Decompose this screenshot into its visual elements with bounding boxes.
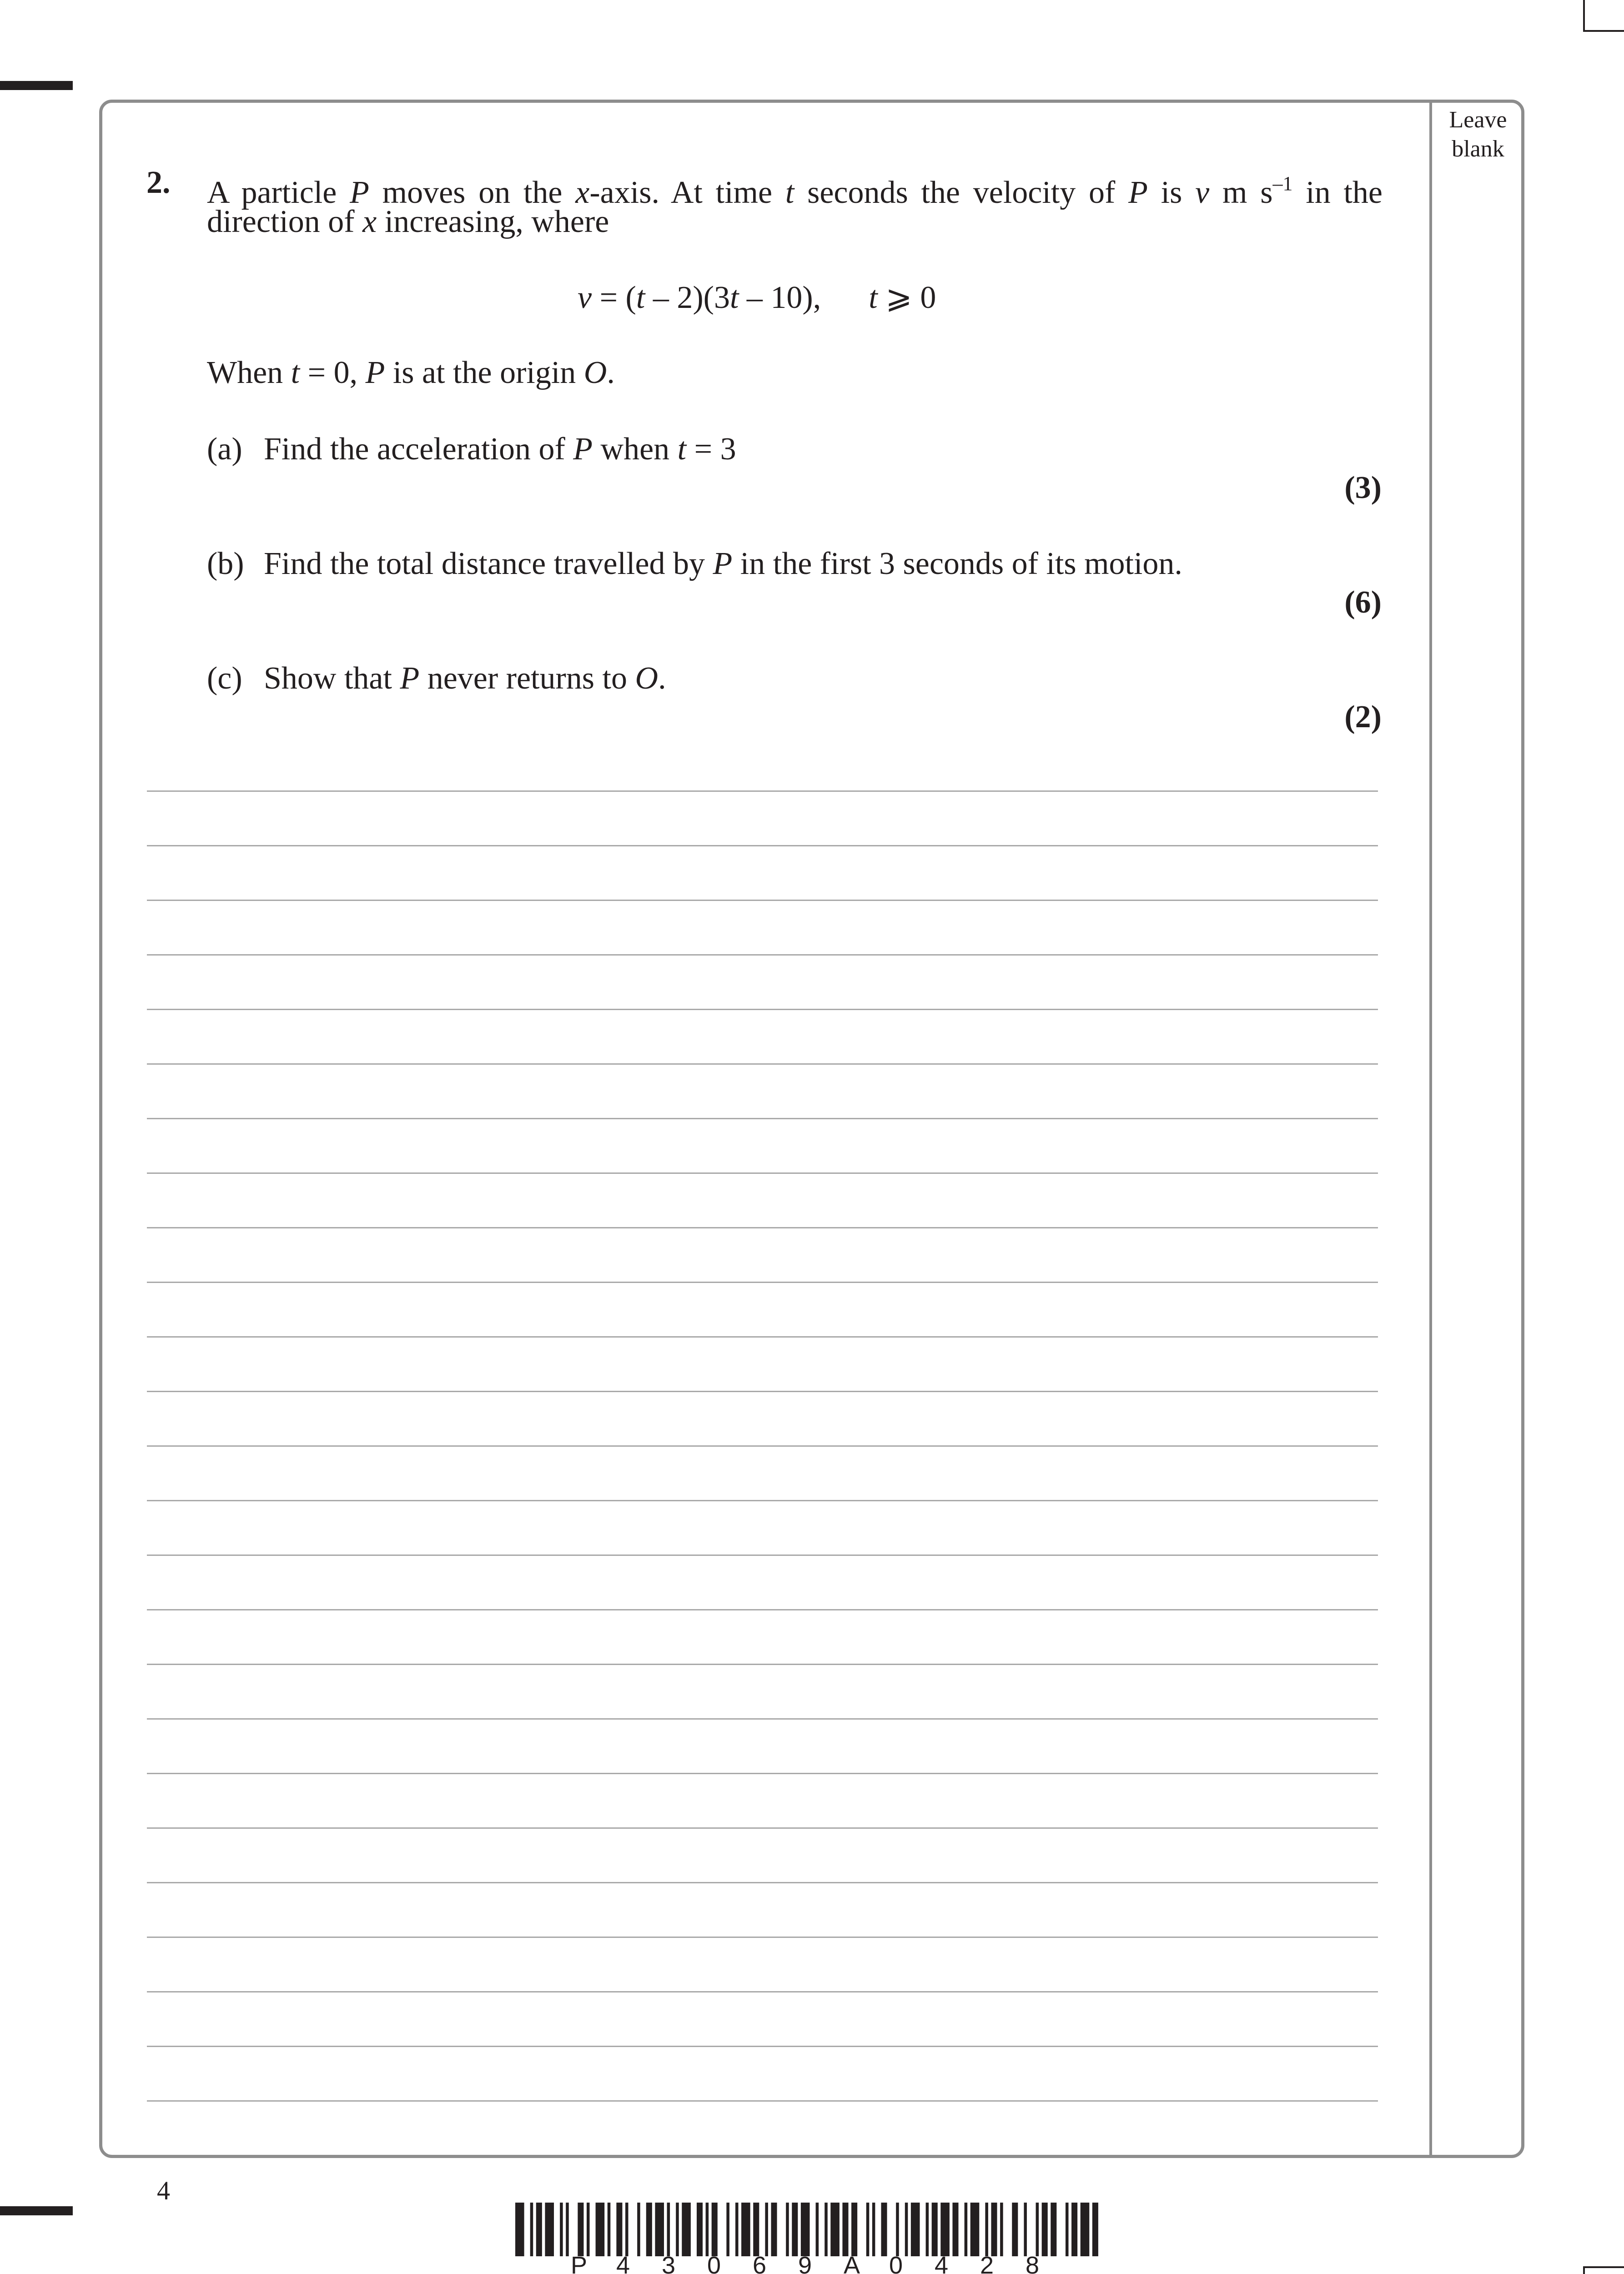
barcode-bar <box>830 2203 840 2256</box>
answer-line[interactable] <box>147 1555 1378 1556</box>
barcode-bar <box>646 2203 652 2256</box>
barcode-bar <box>932 2203 938 2256</box>
barcode-bar <box>1000 2203 1003 2256</box>
barcode-bar <box>926 2203 929 2256</box>
crop-mark <box>1583 0 1585 31</box>
margin-bar <box>0 81 73 90</box>
barcode-bar <box>816 2203 819 2256</box>
barcode-bar <box>1081 2203 1090 2256</box>
answer-line[interactable] <box>147 790 1378 792</box>
part-c-marks: (2) <box>1344 699 1382 735</box>
barcode-bar <box>637 2203 640 2256</box>
answer-line[interactable] <box>147 1718 1378 1720</box>
answer-line[interactable] <box>147 900 1378 901</box>
barcode-bar <box>741 2203 750 2256</box>
barcode-bar <box>676 2203 679 2256</box>
barcode-bar <box>952 2203 958 2256</box>
part-c-label: (c) <box>207 661 242 696</box>
page-number: 4 <box>157 2176 170 2205</box>
answer-line[interactable] <box>147 1991 1378 1992</box>
barcode-bar <box>712 2203 718 2256</box>
barcode-bar <box>625 2203 628 2256</box>
margin-bar <box>0 2206 73 2215</box>
barcode-bar <box>682 2203 691 2256</box>
answer-line[interactable] <box>147 1063 1378 1065</box>
crop-mark <box>1583 2266 1624 2268</box>
barcode-bar <box>872 2203 875 2256</box>
part-a-text: Find the acceleration of P when t = 3 <box>264 432 736 467</box>
leave-blank-label: Leave blank <box>1449 107 1507 162</box>
answer-line[interactable] <box>147 1773 1378 1774</box>
barcode-char: 9 <box>798 2252 812 2274</box>
barcode-bar <box>1066 2203 1069 2256</box>
answer-line[interactable] <box>147 954 1378 956</box>
barcode-bar <box>1092 2203 1098 2256</box>
barcode-bar <box>970 2203 980 2256</box>
part-a-label: (a) <box>207 432 242 467</box>
barcode-bar <box>911 2203 920 2256</box>
part-a-marks: (3) <box>1344 470 1382 505</box>
barcode-bar <box>881 2203 887 2256</box>
barcode-bar <box>896 2203 899 2256</box>
answer-line[interactable] <box>147 1009 1378 1010</box>
barcode-bar <box>545 2203 554 2256</box>
answer-line[interactable] <box>147 1391 1378 1392</box>
barcode-bar <box>851 2203 857 2256</box>
barcode-bar <box>530 2203 533 2256</box>
part-b-label: (b) <box>207 546 244 581</box>
barcode-bar <box>771 2203 777 2256</box>
answer-line[interactable] <box>147 1227 1378 1228</box>
barcode-bar <box>578 2203 583 2256</box>
barcode-bar <box>587 2203 590 2256</box>
barcode-char: 3 <box>662 2252 676 2274</box>
barcode-bar <box>1071 2203 1077 2256</box>
barcode-bar <box>786 2203 789 2256</box>
answer-line[interactable] <box>147 845 1378 846</box>
barcode-char: 0 <box>707 2252 721 2274</box>
answer-line[interactable] <box>147 1445 1378 1447</box>
barcode-bar <box>515 2203 524 2256</box>
barcode-bar <box>667 2203 670 2256</box>
barcode-bar <box>765 2203 768 2256</box>
answer-line[interactable] <box>147 2046 1378 2047</box>
barcode-bar <box>1012 2203 1018 2256</box>
velocity-equation: v = (t – 2)(3t – 10), t ⩾ 0 <box>578 280 936 315</box>
question-intro-line-2: direction of x increasing, where <box>207 204 609 239</box>
barcode-bar <box>866 2203 870 2256</box>
page-frame <box>99 100 1524 2158</box>
barcode-char: 2 <box>980 2252 994 2274</box>
barcode-bar <box>1042 2203 1048 2256</box>
crop-mark <box>1583 30 1624 32</box>
barcode-char: 0 <box>889 2252 903 2274</box>
barcode-bar <box>792 2203 798 2256</box>
barcode-bar <box>842 2203 848 2256</box>
barcode-bar <box>965 2203 968 2256</box>
answer-line[interactable] <box>147 1882 1378 1883</box>
barcode-bar <box>1024 2203 1027 2256</box>
part-b-marks: (6) <box>1344 585 1382 620</box>
question-number: 2. <box>146 165 171 200</box>
answer-line[interactable] <box>147 1500 1378 1501</box>
barcode-bar <box>825 2203 828 2256</box>
answer-line[interactable] <box>147 1172 1378 1174</box>
barcode-bar <box>905 2203 908 2256</box>
answer-line[interactable] <box>147 2100 1378 2102</box>
barcode-text <box>571 2251 1048 2274</box>
barcode-char: 6 <box>753 2252 767 2274</box>
margin-divider <box>1429 100 1432 2158</box>
barcode-bar <box>566 2203 569 2256</box>
barcode-bar <box>1051 2203 1056 2256</box>
barcode-bar <box>985 2203 988 2256</box>
part-c-text: Show that P never returns to O. <box>264 661 666 696</box>
answer-line[interactable] <box>147 1282 1378 1283</box>
barcode-bar <box>697 2203 703 2256</box>
barcode-bar <box>801 2203 810 2256</box>
answer-line[interactable] <box>147 1937 1378 1938</box>
barcode-bar <box>991 2203 997 2256</box>
answer-line[interactable] <box>147 1118 1378 1119</box>
barcode-char: 4 <box>616 2252 630 2274</box>
barcode-char: 4 <box>935 2252 949 2274</box>
barcode-bar <box>536 2203 542 2256</box>
barcode-char: A <box>844 2252 860 2274</box>
barcode-bar <box>706 2203 709 2256</box>
barcode-bar <box>1036 2203 1039 2256</box>
part-b-text: Find the total distance travelled by P in the first 3 seconds of its motion. <box>264 546 1182 581</box>
barcode-char: 8 <box>1026 2252 1040 2274</box>
barcode <box>515 2203 1104 2256</box>
barcode-bar <box>940 2203 950 2256</box>
barcode-bar <box>616 2203 622 2256</box>
answer-line[interactable] <box>147 1664 1378 1665</box>
initial-condition: When t = 0, P is at the origin O. <box>207 355 615 390</box>
barcode-bar <box>726 2203 729 2256</box>
barcode-bar <box>560 2203 563 2256</box>
answer-line[interactable] <box>147 1827 1378 1829</box>
barcode-bar <box>753 2203 759 2256</box>
barcode-bar <box>608 2203 611 2256</box>
answer-line[interactable] <box>147 1336 1378 1338</box>
barcode-bar <box>596 2203 605 2256</box>
answer-line[interactable] <box>147 1609 1378 1610</box>
barcode-bar <box>735 2203 739 2256</box>
question-intro: A particle P moves on the x-axis. At time t seconds the velocity of P is v m $s^{-1}$ in the <box>207 172 1383 210</box>
barcode-char: P <box>571 2252 588 2274</box>
barcode-bar <box>655 2203 664 2256</box>
